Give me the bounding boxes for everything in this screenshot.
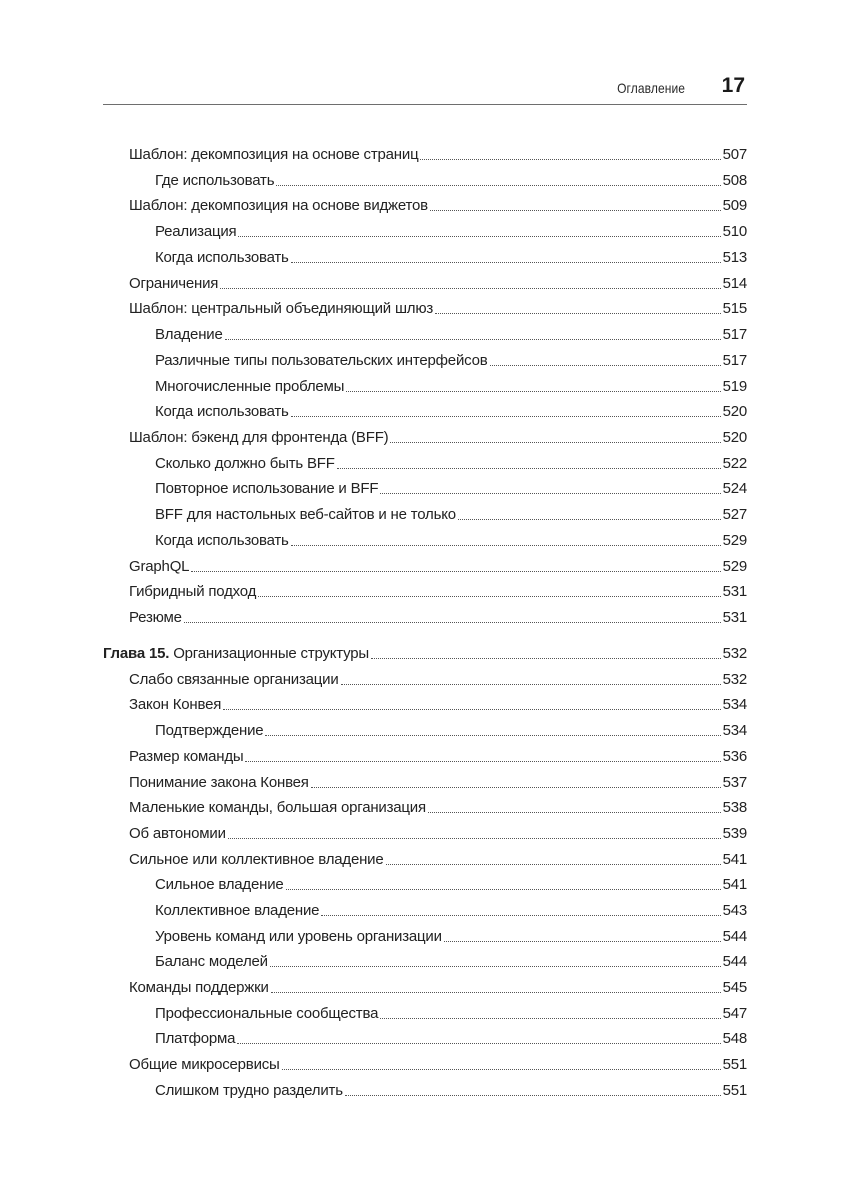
toc-entry[interactable] (155, 376, 747, 398)
toc-entry-title: Платформа (155, 1030, 236, 1047)
toc-entry[interactable] (155, 900, 747, 922)
dot-leader (258, 595, 720, 597)
toc-entry[interactable] (129, 694, 747, 716)
toc-entry-page: 531 (722, 583, 747, 600)
toc-entry[interactable] (129, 195, 747, 217)
toc-entry-page: 543 (722, 902, 747, 919)
dot-leader (380, 1017, 720, 1019)
toc-entry[interactable] (155, 247, 747, 269)
toc-entry[interactable] (129, 273, 747, 295)
toc-entry[interactable] (155, 1003, 747, 1025)
toc-entry-title: Размер команды (129, 748, 244, 765)
toc-entry-title: Шаблон: декомпозиция на основе виджетов (129, 197, 428, 214)
toc-entry-page: 534 (722, 722, 747, 739)
toc-entry-page: 547 (722, 1005, 747, 1022)
toc-entry-page: 509 (722, 197, 747, 214)
toc-entry[interactable] (155, 1080, 747, 1102)
toc-entry[interactable] (155, 453, 747, 475)
toc-entry-title: Сколько должно быть BFF (155, 455, 335, 472)
dot-leader (228, 837, 721, 839)
dot-leader (490, 364, 721, 366)
dot-leader (265, 734, 720, 736)
toc-entry-title: Понимание закона Конвея (129, 774, 309, 791)
toc-entry[interactable] (155, 951, 747, 973)
toc-entry[interactable] (129, 144, 747, 166)
dot-leader (276, 184, 720, 186)
toc-entry[interactable] (155, 530, 747, 552)
dot-leader (386, 863, 721, 865)
toc-entry-page: 544 (722, 953, 747, 970)
toc-entry-title: Сильное или коллективное владение (129, 851, 384, 868)
toc-entry-page: 529 (722, 558, 747, 575)
running-header (103, 70, 747, 105)
toc-entry-page: 532 (722, 671, 747, 688)
toc-entry-title: Уровень команд или уровень организации (155, 928, 442, 945)
dot-leader (346, 390, 720, 392)
toc-entry-page: 545 (722, 979, 747, 996)
toc-entry-page: 536 (722, 748, 747, 765)
toc-entry-page: 551 (722, 1082, 747, 1099)
toc-entry-title: Шаблон: декомпозиция на основе страниц (129, 146, 419, 163)
dot-leader (220, 287, 720, 289)
toc-entry[interactable] (129, 607, 747, 629)
toc-entry[interactable] (155, 504, 747, 526)
toc-entry-page: 532 (722, 645, 747, 662)
dot-leader (291, 415, 721, 417)
dot-leader (458, 518, 721, 520)
toc-entry[interactable] (129, 772, 747, 794)
toc-entry-page: 524 (722, 480, 747, 497)
toc-entry-title: Слабо связанные организации (129, 671, 339, 688)
toc-chapter-entry[interactable] (103, 643, 747, 665)
toc-entry[interactable] (155, 401, 747, 423)
dot-leader (420, 158, 720, 160)
dot-leader (311, 786, 721, 788)
toc-entry-page: 544 (722, 928, 747, 945)
toc-entry-title: Гибридный подход (129, 583, 257, 600)
toc-entry[interactable] (155, 926, 747, 948)
toc-entry-title: Владение (155, 326, 223, 343)
dot-leader (345, 1094, 721, 1096)
toc-entry-page: 551 (722, 1056, 747, 1073)
toc-entry-page: 548 (722, 1030, 747, 1047)
toc-entry-title (103, 643, 369, 665)
toc-entry-page: 541 (722, 876, 747, 893)
dot-leader (341, 683, 721, 685)
toc-entry-page: 539 (722, 825, 747, 842)
toc-entry-title: GraphQL (129, 558, 190, 575)
toc-entry[interactable] (129, 797, 747, 819)
toc-entry-page: 537 (722, 774, 747, 791)
toc-entry-page: 519 (722, 378, 747, 395)
toc-entry-title: Команды поддержки (129, 979, 269, 996)
dot-leader (270, 965, 721, 967)
toc-entry[interactable] (129, 427, 747, 449)
toc-entry[interactable] (129, 823, 747, 845)
toc-entry-title: Общие микросервисы (129, 1056, 280, 1073)
toc-entry[interactable] (129, 581, 747, 603)
dot-leader (245, 760, 720, 762)
toc-entry-title: Повторное использование и BFF (155, 480, 379, 497)
toc-entry-title: Резюме (129, 609, 182, 626)
toc-entry-page: 534 (722, 696, 747, 713)
page-number: 17 (721, 74, 745, 97)
dot-leader (321, 914, 720, 916)
dot-leader (390, 441, 720, 443)
chapter-title: Организационные структуры (173, 645, 370, 662)
dot-leader (371, 657, 721, 659)
toc-entry-page: 522 (722, 455, 747, 472)
toc-entry-page: 510 (722, 223, 747, 240)
toc-entry-title: Когда использовать (155, 403, 289, 420)
toc-entry[interactable] (129, 849, 747, 871)
toc-entry-page: 513 (722, 249, 747, 266)
toc-entry-title: Коллективное владение (155, 902, 320, 919)
toc-entry-page: 517 (722, 326, 747, 343)
toc-entry[interactable] (155, 1028, 747, 1050)
dot-leader (238, 235, 720, 237)
toc-entry-title: Шаблон: бэкенд для фронтенда (BFF) (129, 429, 389, 446)
toc-entry[interactable] (129, 298, 747, 320)
toc-entry-page: 520 (722, 429, 747, 446)
running-header-title: Оглавление (617, 80, 685, 96)
toc-entry-page: 514 (722, 275, 747, 292)
chapter-label: Глава 15. (103, 645, 170, 662)
toc-entry[interactable] (129, 1054, 747, 1076)
toc-entry[interactable] (155, 478, 747, 500)
dot-leader (444, 940, 721, 942)
toc-entry[interactable] (155, 221, 747, 243)
toc-entry-title: BFF для настольных веб-сайтов и не только (155, 506, 456, 523)
dot-leader (337, 467, 721, 469)
toc-entry[interactable] (155, 350, 747, 372)
dot-leader (430, 209, 721, 211)
toc-entry-page: 507 (722, 146, 747, 163)
toc-entry[interactable] (129, 669, 747, 691)
dot-leader (282, 1068, 721, 1070)
dot-leader (428, 811, 721, 813)
toc-entry[interactable] (155, 720, 747, 742)
toc-entry-title: Баланс моделей (155, 953, 268, 970)
toc-entry-page: 515 (722, 300, 747, 317)
toc-entry-title: Когда использовать (155, 532, 289, 549)
dot-leader (286, 888, 721, 890)
toc-entry-page: 531 (722, 609, 747, 626)
toc-entry-title: Профессиональные сообщества (155, 1005, 379, 1022)
dot-leader (223, 708, 720, 710)
toc-entry-title: Маленькие команды, большая организация (129, 799, 426, 816)
toc-entry[interactable] (129, 746, 747, 768)
toc-entry-title: Сильное владение (155, 876, 284, 893)
dot-leader (291, 261, 721, 263)
toc-entry-title: Шаблон: центральный объединяющий шлюз (129, 300, 434, 317)
dot-leader (237, 1042, 720, 1044)
toc-entry-page: 520 (722, 403, 747, 420)
toc-entry[interactable] (129, 977, 747, 999)
dot-leader (184, 621, 721, 623)
dot-leader (380, 492, 720, 494)
dot-leader (435, 312, 721, 314)
toc-entry-title: Когда использовать (155, 249, 289, 266)
toc-entry-page: 508 (722, 172, 747, 189)
toc-entry-page: 538 (722, 799, 747, 816)
toc-entry-page: 517 (722, 352, 747, 369)
toc-entry-page: 527 (722, 506, 747, 523)
dot-leader (291, 544, 721, 546)
toc-entry-title: Различные типы пользовательских интерфейсов (155, 352, 488, 369)
toc-entry-title: Где использовать (155, 172, 275, 189)
toc-entry-page: 529 (722, 532, 747, 549)
dot-leader (191, 570, 720, 572)
toc-entry-title: Ограничения (129, 275, 219, 292)
toc-entry-page: 541 (722, 851, 747, 868)
toc-entry-title: Многочисленные проблемы (155, 378, 345, 395)
toc-entry[interactable] (155, 324, 747, 346)
toc-entry[interactable] (155, 874, 747, 896)
toc-entry[interactable] (155, 170, 747, 192)
toc-entry-title: Слишком трудно разделить (155, 1082, 343, 1099)
dot-leader (271, 991, 721, 993)
toc-entry-title: Подтверждение (155, 722, 264, 739)
toc-entry-title: Реализация (155, 223, 237, 240)
toc-entry-title: Закон Конвея (129, 696, 222, 713)
toc-entry[interactable] (129, 556, 747, 578)
toc-entry-title: Об автономии (129, 825, 226, 842)
dot-leader (225, 338, 721, 340)
